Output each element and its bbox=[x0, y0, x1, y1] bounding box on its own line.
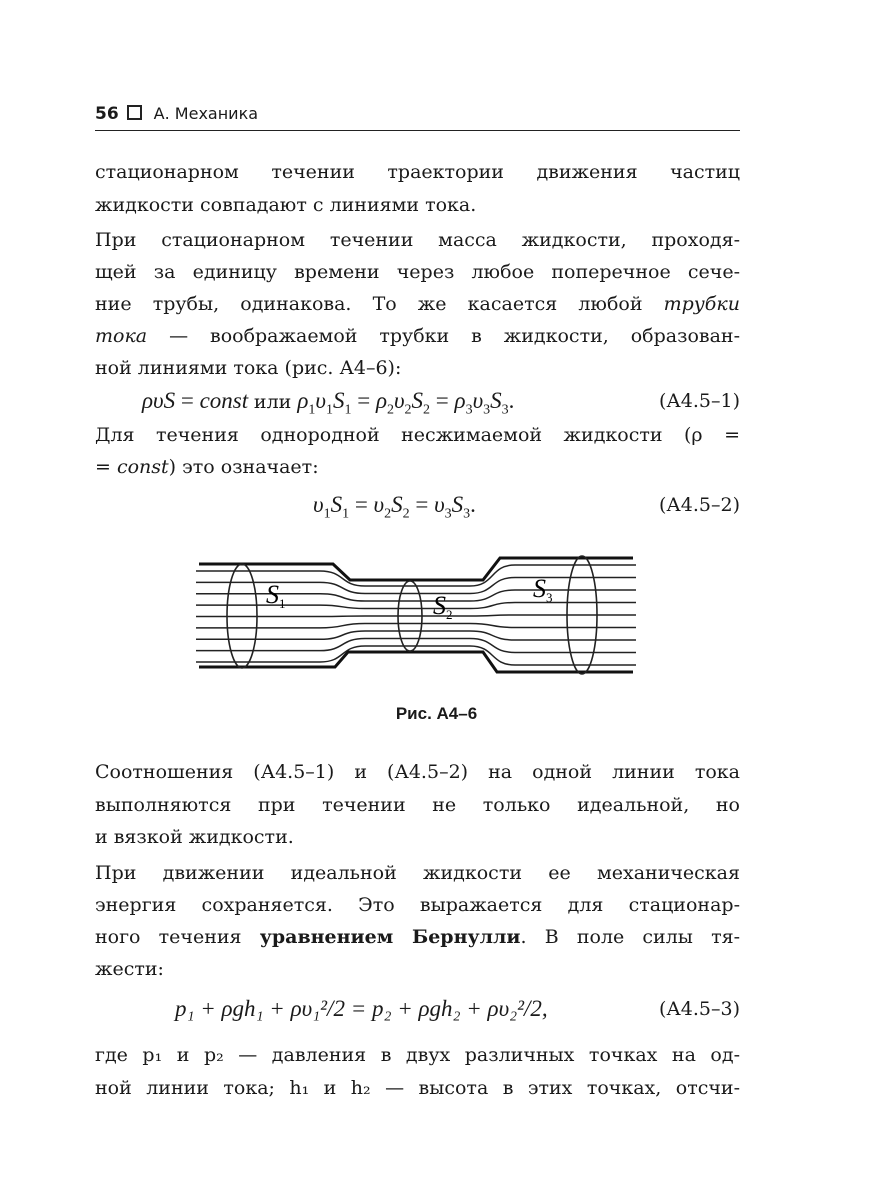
streamline bbox=[196, 590, 636, 601]
section-title: А. Механика bbox=[153, 104, 259, 123]
tube-wall-top bbox=[199, 558, 633, 580]
text: . В поле силы тя- bbox=[520, 926, 740, 948]
text-line: ной линии тока; h₁ и h₂ — высота в этих точках, отсчи- bbox=[95, 1077, 740, 1099]
text: ние трубы, одинакова. То же касается любой bbox=[95, 293, 664, 315]
text-line bbox=[95, 921, 740, 953]
text-line: щей за единицу времени через любое поперечное сече- bbox=[95, 261, 740, 283]
text-line: стационарном течении траектории движения частиц bbox=[95, 161, 740, 183]
text: — воображаемой трубки в жидкости, образован- bbox=[147, 325, 740, 347]
text-line: и вязкой жидкости. bbox=[95, 826, 294, 848]
equation-label: (А4.5–1) bbox=[658, 390, 740, 412]
equation-label: (А4.5–2) bbox=[658, 494, 740, 516]
text: ) это означает: bbox=[168, 456, 319, 478]
label-s2: S2 bbox=[433, 591, 453, 622]
text-line: Для течения однородной несжимаемой жидкости (ρ = bbox=[95, 424, 740, 446]
streamline bbox=[196, 624, 636, 628]
term: const bbox=[116, 456, 169, 478]
text-line: жести: bbox=[95, 958, 164, 980]
text-line: где p₁ и p₂ — давления в двух различных точках на од- bbox=[95, 1044, 740, 1066]
equation-label: (А4.5–3) bbox=[658, 998, 740, 1020]
label-s3: S3 bbox=[533, 574, 553, 605]
label-s1: S1 bbox=[266, 580, 286, 611]
equation-a4-5-2: $\upsilon_1S_1 = \upsilon_2S_2 = \upsilon_3S_3$. bbox=[313, 492, 476, 522]
text: = bbox=[95, 456, 117, 478]
text-line: энергия сохраняется. Это выражается для стационар- bbox=[95, 894, 740, 916]
text: ного течения bbox=[95, 926, 260, 948]
figure-caption: Рис. А4–6 bbox=[395, 704, 478, 723]
text: или bbox=[253, 391, 298, 413]
text-line: При движении идеальной жидкости ее механическая bbox=[95, 862, 740, 884]
streamline bbox=[196, 615, 636, 617]
term: трубки bbox=[663, 293, 740, 315]
equation-a4-5-3: p₁ + ρgh₁ + ρυ₁²/2 = p₂ + ρgh₂ + ρυ₂²/2, bbox=[175, 996, 548, 1021]
text-line: ной линиями тока (рис. А4–6): bbox=[95, 357, 402, 379]
streamline bbox=[196, 603, 636, 609]
page-number: 56 bbox=[95, 104, 119, 124]
text-line: При стационарном течении масса жидкости, проходя- bbox=[95, 229, 740, 251]
term: тока bbox=[95, 325, 148, 347]
text-line: жидкости совпадают с линиями тока. bbox=[95, 194, 477, 216]
text-line: Соотношения (А4.5–1) и (А4.5–2) на одной линии тока bbox=[95, 761, 740, 783]
equation-a4-5-1: ρυS = const или $\rho_1\upsilon_1S_1 = \rho_2\upsilon_2S_2 = \rho_3\upsilon_3S_3$. bbox=[142, 388, 515, 418]
text-line: выполняются при течении не только идеальной, но bbox=[95, 794, 740, 816]
bold-term: уравнением Бернулли bbox=[259, 926, 521, 948]
